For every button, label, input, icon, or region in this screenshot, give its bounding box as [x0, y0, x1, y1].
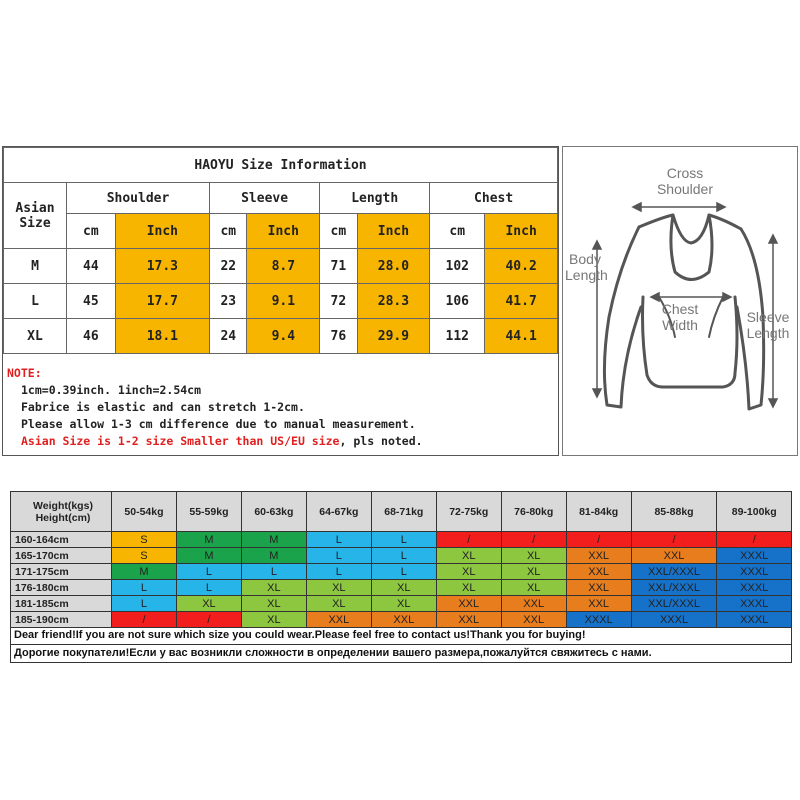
- height-header: 176-180cm: [11, 580, 112, 596]
- size-value: 40.2: [485, 249, 558, 284]
- size-cell: XXL: [436, 596, 501, 612]
- length-header: Length: [320, 183, 430, 214]
- size-cell: XL: [176, 596, 241, 612]
- unit-inch: Inch: [247, 214, 320, 249]
- size-cell: XXXL: [717, 596, 792, 612]
- size-cell: XXL: [306, 612, 371, 628]
- size-cell: XXL: [631, 548, 717, 564]
- note-heading: NOTE:: [7, 366, 42, 380]
- size-value: 18.1: [115, 319, 209, 354]
- size-value: 41.7: [485, 284, 558, 319]
- size-cell: M: [176, 532, 241, 548]
- size-cell: XXXL: [717, 612, 792, 628]
- size-cell: XXXL: [717, 548, 792, 564]
- note-line: Fabrice is elastic and can stretch 1-2cm.: [21, 400, 305, 414]
- sleeve-header: Sleeve: [210, 183, 320, 214]
- size-value: 71: [320, 249, 357, 284]
- size-cell: XL: [436, 564, 501, 580]
- size-cell: L: [241, 564, 306, 580]
- size-row-l: [4, 284, 558, 319]
- size-value: 76: [320, 319, 357, 354]
- weight-header: 72-75kg: [436, 492, 501, 532]
- size-value: 9.4: [247, 319, 320, 354]
- unit-inch: Inch: [115, 214, 209, 249]
- size-cell: /: [501, 532, 566, 548]
- size-label: XL: [4, 319, 67, 354]
- size-cell: XXXL: [631, 612, 717, 628]
- contact-message: [10, 627, 792, 663]
- size-cell: /: [566, 532, 631, 548]
- size-cell: XL: [436, 548, 501, 564]
- size-cell: L: [112, 580, 177, 596]
- message-russian: Дорогие покупатели!Если у вас возникли сложности в определении вашего размера,пожалуйтся свяжитесь с нами.: [11, 644, 791, 662]
- body-length-label: Body Length: [565, 251, 608, 283]
- weight-height-size-table: [10, 491, 792, 628]
- weight-header: 85-88kg: [631, 492, 717, 532]
- size-note: [7, 365, 423, 450]
- note-line: Please allow 1-3 cm difference due to manual measurement.: [21, 417, 416, 431]
- table-row: [11, 596, 792, 612]
- unit-cm: cm: [67, 214, 116, 249]
- weight-header: 64-67kg: [306, 492, 371, 532]
- size-cell: XL: [306, 596, 371, 612]
- size-cell: L: [306, 564, 371, 580]
- size-cell: M: [176, 548, 241, 564]
- size-cell: XXL: [566, 548, 631, 564]
- weight-header: 81-84kg: [566, 492, 631, 532]
- size-cell: XXL/XXXL: [631, 596, 717, 612]
- unit-cm: cm: [430, 214, 485, 249]
- size-cell: L: [371, 532, 436, 548]
- size-row-m: [4, 249, 558, 284]
- size-cell: XL: [501, 580, 566, 596]
- size-cell: XXXL: [717, 564, 792, 580]
- size-row-xl: [4, 319, 558, 354]
- size-table-title: HAOYU Size Information: [4, 148, 558, 183]
- size-cell: L: [371, 548, 436, 564]
- size-information-panel: [2, 146, 559, 456]
- height-header: 171-175cm: [11, 564, 112, 580]
- size-cell: XXXL: [717, 580, 792, 596]
- unit-cm: cm: [320, 214, 357, 249]
- size-cell: XXL: [566, 580, 631, 596]
- size-cell: M: [241, 532, 306, 548]
- size-cell: L: [371, 564, 436, 580]
- size-value: 8.7: [247, 249, 320, 284]
- size-cell: S: [112, 548, 177, 564]
- size-cell: XL: [501, 548, 566, 564]
- size-value: 28.3: [357, 284, 430, 319]
- note-line: [7, 433, 423, 450]
- size-cell: S: [112, 532, 177, 548]
- size-value: 106: [430, 284, 485, 319]
- weight-label: Weight(kgs): [33, 499, 93, 512]
- weight-header: 50-54kg: [112, 492, 177, 532]
- weight-header: 68-71kg: [371, 492, 436, 532]
- table-row: [11, 532, 792, 548]
- asian-size-header: Asian Size: [4, 183, 67, 249]
- size-cell: XL: [241, 612, 306, 628]
- size-cell: XL: [241, 596, 306, 612]
- note-warning: Asian Size is 1-2 size Smaller than US/EU size: [21, 434, 340, 448]
- size-value: 22: [210, 249, 247, 284]
- table-row: [11, 564, 792, 580]
- size-cell: M: [241, 548, 306, 564]
- size-cell: L: [112, 596, 177, 612]
- size-cell: XL: [501, 564, 566, 580]
- garment-measurement-diagram: [562, 146, 798, 456]
- size-cell: XXL: [371, 612, 436, 628]
- size-cell: L: [176, 564, 241, 580]
- size-value: 29.9: [357, 319, 430, 354]
- size-information-table: [3, 147, 558, 354]
- size-value: 44: [67, 249, 116, 284]
- size-cell: L: [176, 580, 241, 596]
- size-value: 24: [210, 319, 247, 354]
- size-cell: /: [717, 532, 792, 548]
- size-cell: XXL/XXXL: [631, 580, 717, 596]
- size-cell: XL: [371, 580, 436, 596]
- size-label: L: [4, 284, 67, 319]
- height-header: 165-170cm: [11, 548, 112, 564]
- weight-header: 55-59kg: [176, 492, 241, 532]
- weight-header: 60-63kg: [241, 492, 306, 532]
- table-row: [11, 612, 792, 628]
- size-cell: /: [176, 612, 241, 628]
- note-tail: , pls noted.: [339, 434, 423, 448]
- size-cell: L: [306, 532, 371, 548]
- size-cell: XL: [371, 596, 436, 612]
- size-value: 112: [430, 319, 485, 354]
- size-value: 46: [67, 319, 116, 354]
- size-cell: M: [112, 564, 177, 580]
- weight-height-corner: [11, 492, 112, 532]
- weight-header: 76-80kg: [501, 492, 566, 532]
- size-value: 17.7: [115, 284, 209, 319]
- height-header: 160-164cm: [11, 532, 112, 548]
- table-row: [11, 548, 792, 564]
- size-cell: XXL: [436, 612, 501, 628]
- size-value: 44.1: [485, 319, 558, 354]
- size-cell: XXL/XXXL: [631, 564, 717, 580]
- size-cell: XL: [241, 580, 306, 596]
- size-value: 72: [320, 284, 357, 319]
- size-cell: XL: [306, 580, 371, 596]
- size-value: 45: [67, 284, 116, 319]
- size-value: 28.0: [357, 249, 430, 284]
- unit-cm: cm: [210, 214, 247, 249]
- size-value: 102: [430, 249, 485, 284]
- size-cell: /: [112, 612, 177, 628]
- chest-width-label: Chest Width: [661, 301, 699, 333]
- size-cell: /: [436, 532, 501, 548]
- shoulder-header: Shoulder: [67, 183, 210, 214]
- size-label: M: [4, 249, 67, 284]
- unit-inch: Inch: [485, 214, 558, 249]
- table-row: [11, 580, 792, 596]
- weight-header: 89-100kg: [717, 492, 792, 532]
- size-cell: XL: [436, 580, 501, 596]
- size-cell: L: [306, 548, 371, 564]
- note-line: 1cm=0.39inch. 1inch=2.54cm: [21, 383, 202, 397]
- size-value: 23: [210, 284, 247, 319]
- unit-inch: Inch: [357, 214, 430, 249]
- size-value: 9.1: [247, 284, 320, 319]
- height-label: Height(cm): [35, 511, 91, 524]
- size-value: 17.3: [115, 249, 209, 284]
- size-cell: XXL: [501, 612, 566, 628]
- size-cell: XXL: [566, 564, 631, 580]
- weight-table-body: [11, 532, 792, 628]
- sleeve-length-label: Sleeve Length: [746, 309, 790, 341]
- height-header: 185-190cm: [11, 612, 112, 628]
- size-cell: XXL: [566, 596, 631, 612]
- cross-shoulder-label: Cross Shoulder: [656, 165, 714, 197]
- message-english: Dear friend!If you are not sure which size you could wear.Please feel free to contact us!Thank you for buying!: [14, 629, 586, 641]
- size-cell: XXXL: [566, 612, 631, 628]
- size-cell: XXL: [501, 596, 566, 612]
- size-cell: /: [631, 532, 717, 548]
- chest-header: Chest: [430, 183, 558, 214]
- height-header: 181-185cm: [11, 596, 112, 612]
